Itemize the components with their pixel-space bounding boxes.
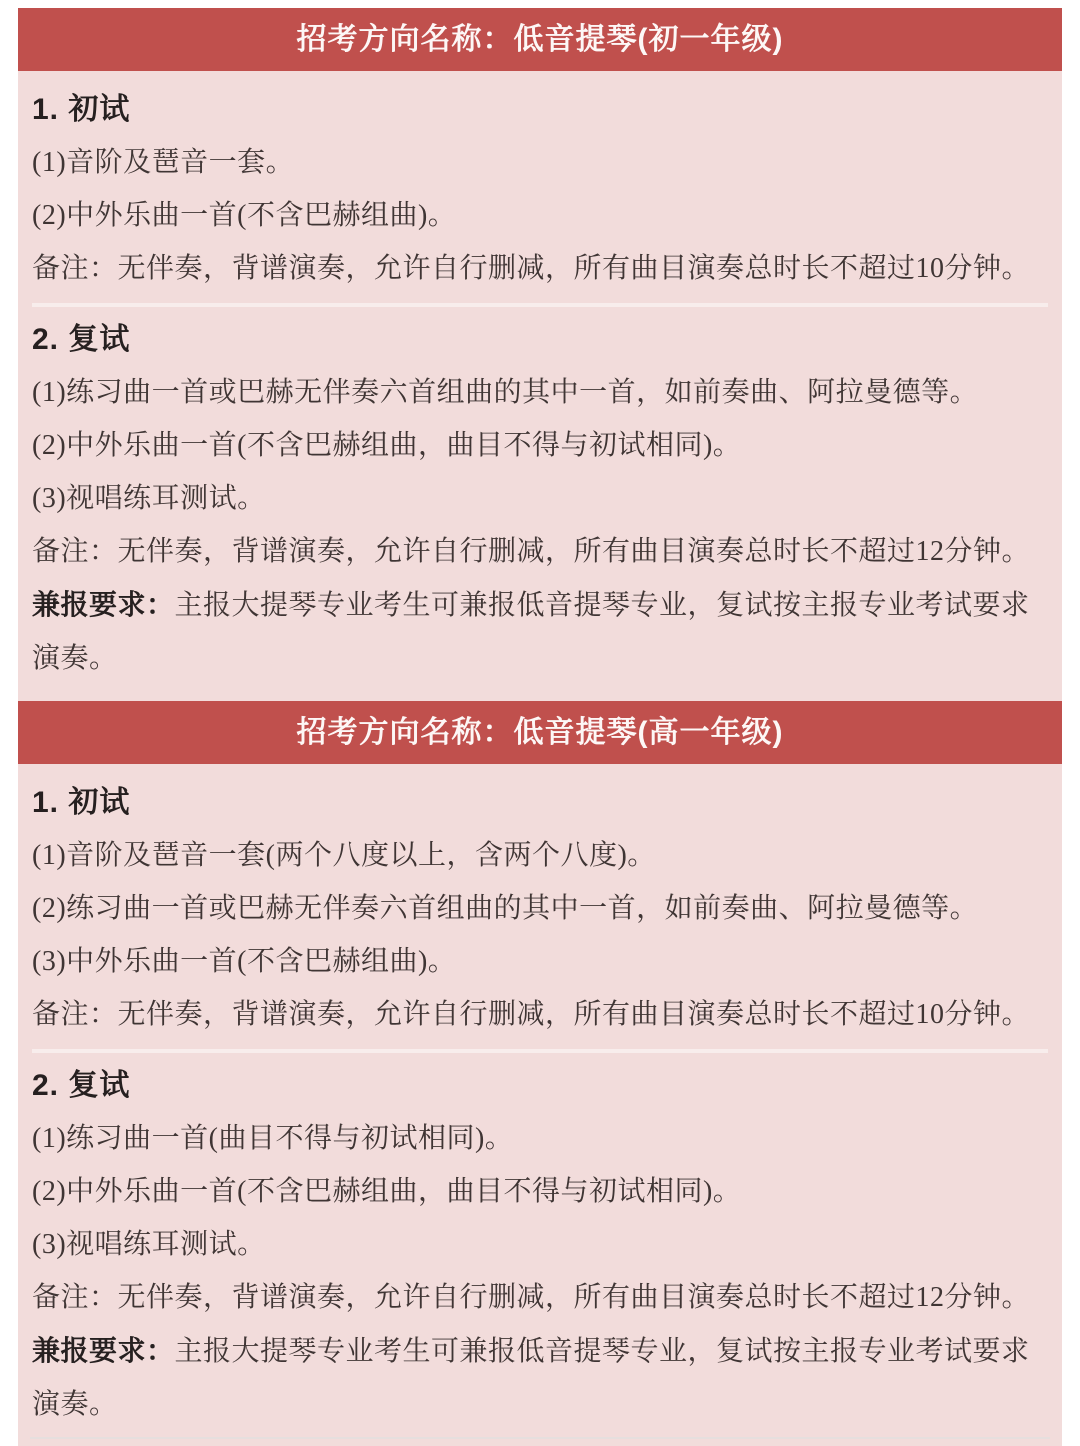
remark-line: 备注：无伴奏，背谱演奏，允许自行删减，所有曲目演奏总时长不超过12分钟。 xyxy=(32,536,1031,567)
bottom-divider xyxy=(30,1437,1050,1439)
remark-line: 备注：无伴奏，背谱演奏，允许自行删减，所有曲目演奏总时长不超过10分钟。 xyxy=(32,253,1031,284)
remark-line: 备注：无伴奏，背谱演奏，允许自行删减，所有曲目演奏总时长不超过12分钟。 xyxy=(32,1282,1031,1313)
requirement-line: (1)音阶及琶音一套。 xyxy=(32,147,295,178)
block-senior-second-round xyxy=(32,1049,1048,1431)
section-header-senior xyxy=(18,701,1062,764)
section-panel-senior xyxy=(18,764,1062,1446)
concurrent-application-label: 兼报要求： xyxy=(32,589,175,620)
requirement-line: (1)练习曲一首或巴赫无伴奏六首组曲的其中一首，如前奏曲、阿拉曼德等。 xyxy=(32,377,979,408)
block-junior-second-round xyxy=(32,303,1048,685)
concurrent-application-note xyxy=(32,578,1048,685)
requirement-line: (1)音阶及琶音一套(两个八度以上，含两个八度)。 xyxy=(32,840,656,871)
concurrent-application-note xyxy=(32,1324,1048,1431)
requirement-line: (2)中外乐曲一首(不含巴赫组曲，曲目不得与初试相同)。 xyxy=(32,430,742,461)
round-heading-first: 1. 初试 xyxy=(32,93,131,126)
requirement-line: (1)练习曲一首(曲目不得与初试相同)。 xyxy=(32,1123,514,1154)
block-junior-first-round xyxy=(32,83,1048,295)
requirement-line: (3)视唱练耳测试。 xyxy=(32,483,266,514)
requirement-line: (2)练习曲一首或巴赫无伴奏六首组曲的其中一首，如前奏曲、阿拉曼德等。 xyxy=(32,893,979,924)
concurrent-application-text: 主报大提琴专业考生可兼报低音提琴专业，复试按主报专业考试要求演奏。 xyxy=(32,590,1030,674)
concurrent-application-text: 主报大提琴专业考生可兼报低音提琴专业，复试按主报专业考试要求演奏。 xyxy=(32,1336,1030,1420)
concurrent-application-label: 兼报要求： xyxy=(32,1335,175,1366)
requirement-line: (3)中外乐曲一首(不含巴赫组曲)。 xyxy=(32,946,457,977)
section-header-senior-title: 招考方向名称：低音提琴(高一年级) xyxy=(296,716,784,749)
requirement-line: (3)视唱练耳测试。 xyxy=(32,1229,266,1260)
section-header-junior xyxy=(18,8,1062,71)
requirement-line: (2)中外乐曲一首(不含巴赫组曲)。 xyxy=(32,200,457,231)
round-heading-first: 1. 初试 xyxy=(32,786,131,819)
section-header-junior-title: 招考方向名称：低音提琴(初一年级) xyxy=(296,23,784,56)
section-panel-junior xyxy=(18,71,1062,701)
remark-line: 备注：无伴奏，背谱演奏，允许自行删减，所有曲目演奏总时长不超过10分钟。 xyxy=(32,999,1031,1030)
round-heading-second: 2. 复试 xyxy=(32,323,131,356)
round-heading-second: 2. 复试 xyxy=(32,1069,131,1102)
block-senior-first-round xyxy=(32,776,1048,1041)
requirement-line: (2)中外乐曲一首(不含巴赫组曲，曲目不得与初试相同)。 xyxy=(32,1176,742,1207)
